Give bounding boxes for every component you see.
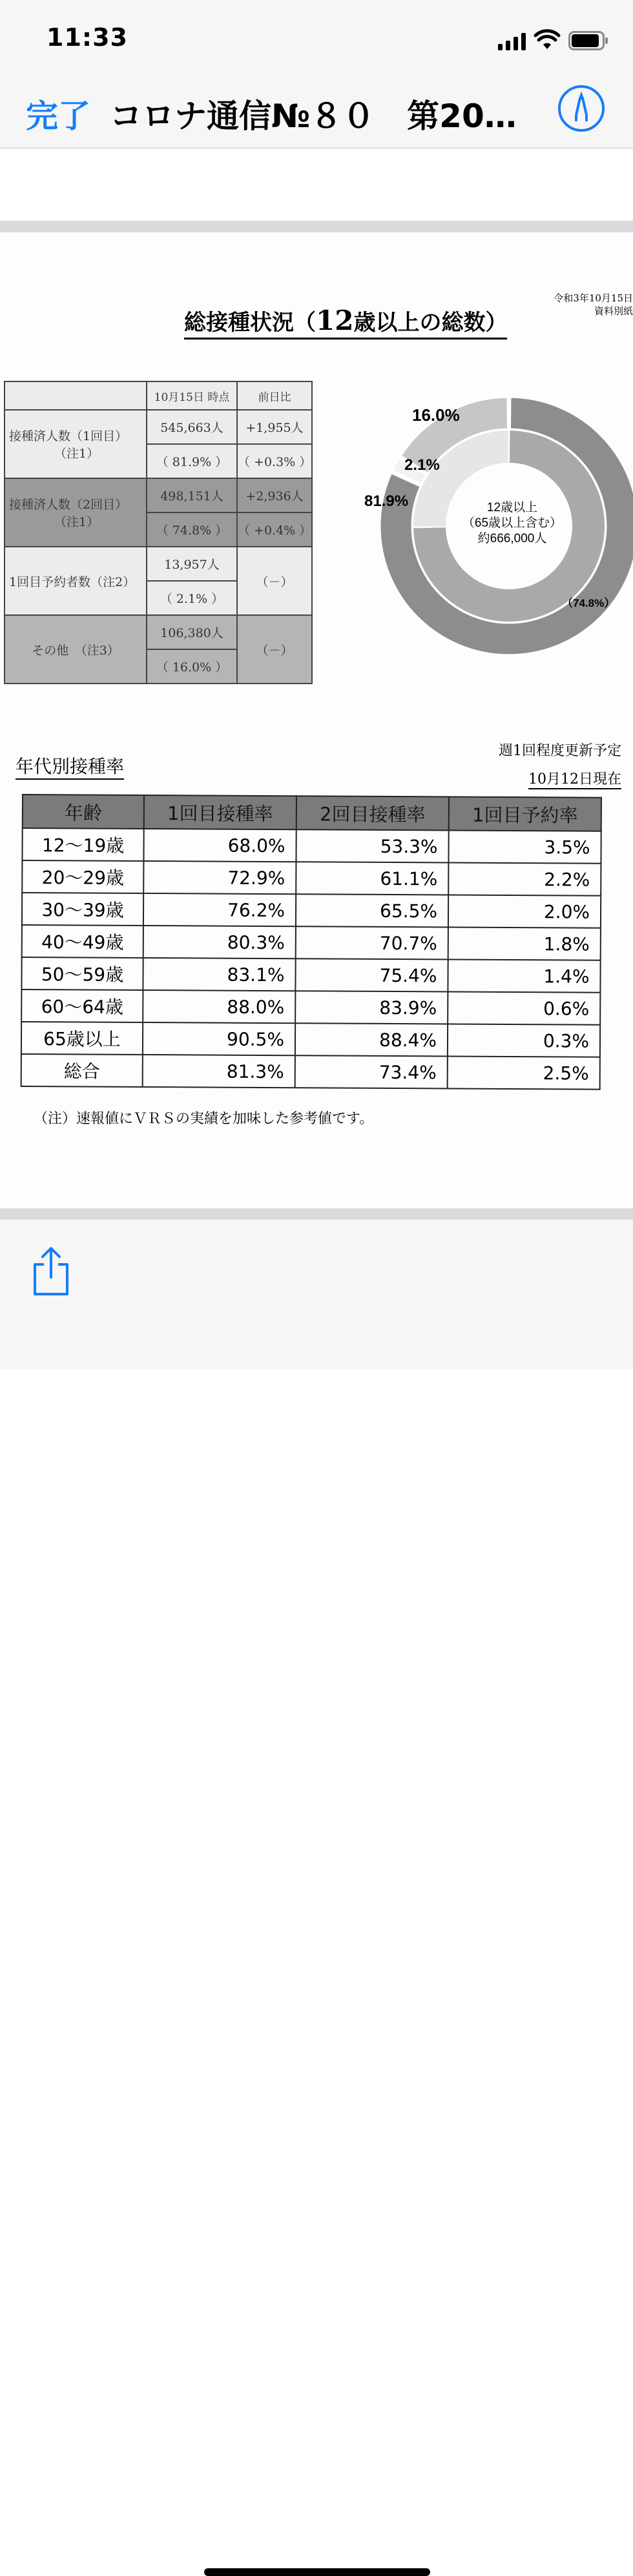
age-cell: 50～59歳 xyxy=(21,957,143,990)
reserve-rate-cell: 2.2% xyxy=(448,862,601,895)
first-rate-cell: 90.5% xyxy=(143,1022,295,1055)
summary-count: 545,663人 xyxy=(147,410,237,444)
summary-label-line2: （注1） xyxy=(54,515,99,529)
donut-label-second: （74.8%） xyxy=(562,597,616,609)
signal-icon xyxy=(498,32,526,50)
share-icon xyxy=(28,1245,74,1297)
wifi-icon xyxy=(535,31,559,50)
age-table xyxy=(21,794,602,1090)
summary-row xyxy=(5,547,312,581)
done-button[interactable]: 完了 xyxy=(26,97,90,135)
donut-label-other: 16.0% xyxy=(412,405,460,425)
second-rate-cell: 75.4% xyxy=(295,958,448,991)
age-cell: 40～49歳 xyxy=(22,925,143,958)
reserve-rate-cell: 0.3% xyxy=(448,1024,600,1057)
age-cell: 12～19歳 xyxy=(22,828,143,861)
status-bar xyxy=(0,0,633,71)
title-suffix: 歳以上の総数） xyxy=(353,310,508,336)
page-title xyxy=(184,305,507,340)
title-number: 12 xyxy=(316,305,354,336)
donut-center-line1: 12歳以上 xyxy=(486,501,538,514)
age-table-row xyxy=(21,957,600,993)
reserve-rate-cell: 1.4% xyxy=(448,959,600,992)
page-separator xyxy=(0,1208,633,1219)
summary-diff: （－） xyxy=(237,547,312,615)
donut-center-line3: 約666,000人 xyxy=(477,532,547,545)
first-rate-cell: 76.2% xyxy=(143,893,296,926)
second-rate-cell: 65.5% xyxy=(296,894,448,927)
summary-pct: （ 16.0% ） xyxy=(147,649,237,684)
document-page[interactable] xyxy=(0,232,633,1208)
age-cell: 総合 xyxy=(21,1054,143,1087)
second-rate-cell: 53.3% xyxy=(296,829,448,862)
document-title: コロナ通信№８０ 第20… xyxy=(110,97,517,135)
donut-chart xyxy=(364,394,632,665)
summary-label xyxy=(5,478,147,547)
first-rate-cell: 68.0% xyxy=(143,829,296,862)
age-table-row xyxy=(21,1054,600,1090)
summary-header-row xyxy=(5,381,312,410)
summary-diff: +1,955人 xyxy=(237,410,312,444)
summary-pct: （ 74.8% ） xyxy=(147,512,237,547)
age-header-second: 2回目接種率 xyxy=(296,796,449,830)
first-rate-cell: 72.9% xyxy=(143,861,296,894)
donut-center-line2: （65歳以上含む） xyxy=(462,516,563,530)
age-header-age: 年齢 xyxy=(23,795,144,829)
first-rate-cell: 88.0% xyxy=(143,990,295,1023)
age-table-row xyxy=(21,989,600,1025)
summary-label: 1回目予約者数（注2） xyxy=(5,547,147,615)
summary-diff: （－） xyxy=(237,615,312,684)
age-cell: 60～64歳 xyxy=(21,989,143,1022)
second-rate-cell: 88.4% xyxy=(295,1023,448,1056)
age-table-row xyxy=(21,1022,600,1057)
date-note-line1: 令和3年10月15日 xyxy=(554,292,633,304)
summary-label-line1: 接種済人数（1回目） xyxy=(9,429,128,443)
age-cell: 65歳以上 xyxy=(21,1022,143,1055)
reserve-rate-cell: 1.8% xyxy=(448,927,601,960)
second-rate-cell: 73.4% xyxy=(295,1055,448,1088)
summary-label xyxy=(5,410,147,478)
page-separator xyxy=(0,221,633,232)
summary-row xyxy=(5,615,312,649)
home-indicator xyxy=(204,2568,430,2576)
reserve-rate-cell: 0.6% xyxy=(448,991,600,1024)
first-rate-cell: 81.3% xyxy=(143,1055,295,1088)
summary-diff: +2,936人 xyxy=(237,478,312,512)
summary-count: 498,151人 xyxy=(147,478,237,512)
markup-button[interactable] xyxy=(558,85,605,132)
summary-row xyxy=(5,410,312,444)
summary-diff-pct: （ +0.4% ） xyxy=(237,512,312,547)
age-table-row xyxy=(22,828,601,864)
summary-count: 13,957人 xyxy=(147,547,237,581)
age-table-body xyxy=(21,828,601,1090)
donut-label-first: 81.9% xyxy=(364,492,409,510)
age-cell: 30～39歳 xyxy=(22,893,143,926)
as-of-date: 10月12日現在 xyxy=(528,768,621,789)
nav-bar xyxy=(0,71,633,148)
battery-icon xyxy=(568,31,608,50)
reserve-rate-cell: 2.0% xyxy=(448,895,601,928)
summary-count: 106,380人 xyxy=(147,615,237,649)
age-table-header xyxy=(23,795,601,831)
donut-label-reserved: 2.1% xyxy=(404,456,440,474)
second-rate-cell: 70.7% xyxy=(296,926,448,959)
first-rate-cell: 83.1% xyxy=(143,958,295,991)
age-table-row xyxy=(22,893,601,928)
summary-header-blank xyxy=(5,381,147,410)
bottom-toolbar xyxy=(0,1219,633,1370)
date-note xyxy=(554,292,633,318)
status-time: 11:33 xyxy=(47,23,128,52)
second-rate-cell: 83.9% xyxy=(295,991,448,1024)
summary-header-date: 10月15日 時点 xyxy=(147,381,237,410)
age-header-reserve: 1回目予約率 xyxy=(449,796,601,831)
reserve-rate-cell: 3.5% xyxy=(448,830,601,863)
summary-label-line1: 接種済人数（2回目） xyxy=(9,498,128,512)
age-cell: 20～29歳 xyxy=(22,860,143,893)
age-table-row xyxy=(22,925,601,960)
summary-label-line2: （注1） xyxy=(54,447,99,461)
age-table-row xyxy=(22,860,601,896)
second-rate-cell: 61.1% xyxy=(296,862,448,895)
age-header-first: 1回目接種率 xyxy=(144,795,296,829)
document-gap xyxy=(0,150,633,221)
footnote: （注）速報値にＶＲＳの実績を加味した参考値です。 xyxy=(34,1111,374,1127)
summary-header-diff: 前日比 xyxy=(237,381,312,410)
summary-pct: （ 81.9% ） xyxy=(147,444,237,478)
summary-pct: （ 2.1% ） xyxy=(147,581,237,615)
summary-row xyxy=(5,478,312,512)
summary-label: その他 （注3） xyxy=(5,615,147,684)
reserve-rate-cell: 2.5% xyxy=(448,1056,600,1089)
date-note-line2: 資料別紙 xyxy=(594,305,633,317)
update-note: 週1回程度更新予定 xyxy=(499,743,621,759)
status-icons xyxy=(498,28,608,50)
first-rate-cell: 80.3% xyxy=(143,926,296,958)
markup-pen-icon xyxy=(561,88,602,129)
title-prefix: 総接種状況（ xyxy=(184,310,316,336)
age-section-title: 年代別接種率 xyxy=(16,753,124,780)
summary-diff-pct: （ +0.3% ） xyxy=(237,444,312,478)
share-button[interactable] xyxy=(28,1245,74,1297)
summary-table xyxy=(4,381,313,684)
